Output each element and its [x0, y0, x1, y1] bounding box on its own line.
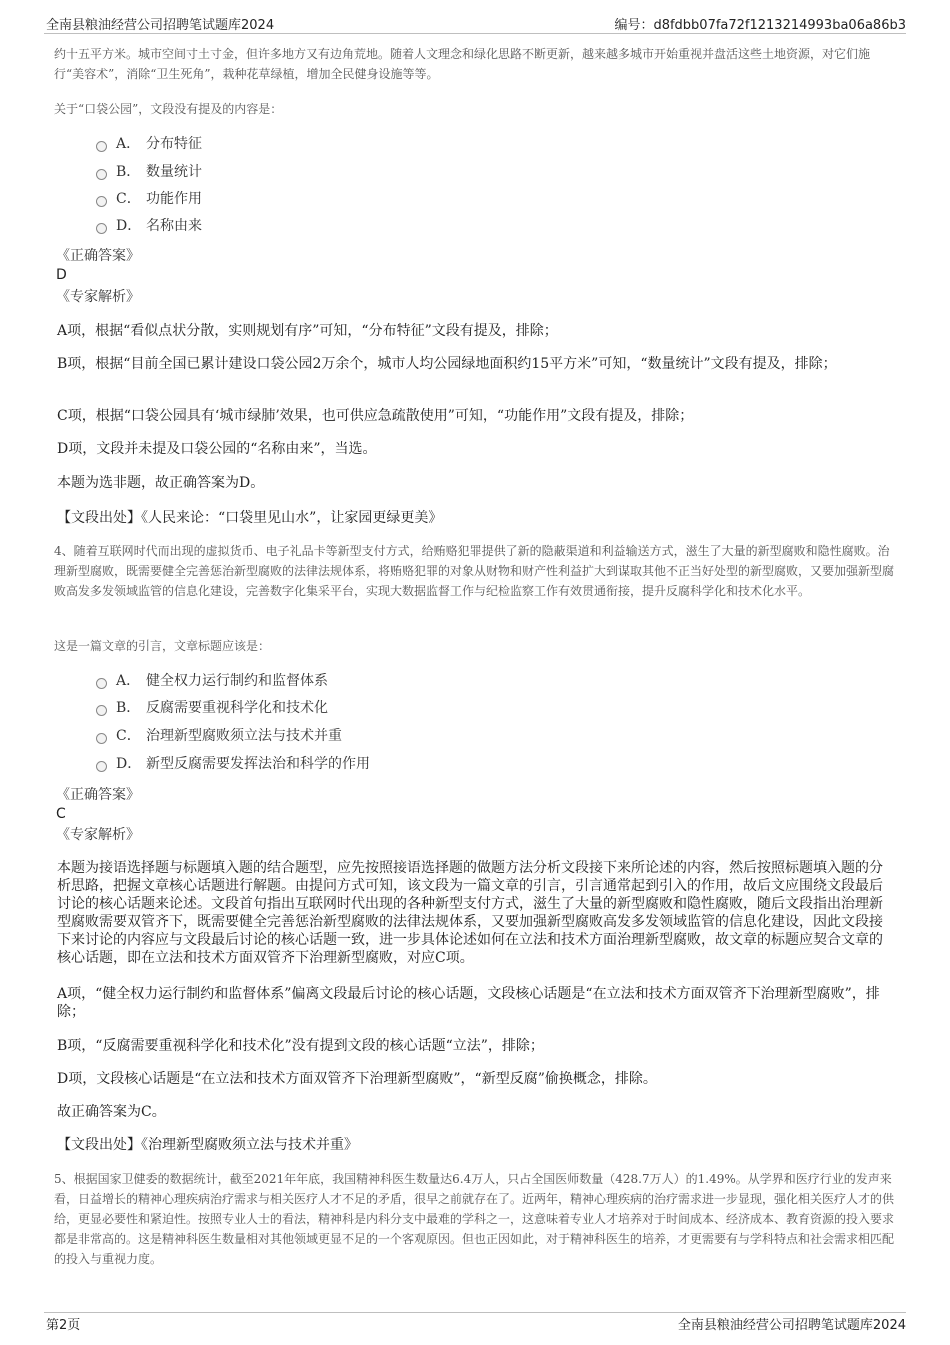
header-title: 全南县粮油经营公司招聘笔试题库2024 [46, 18, 275, 33]
option-text: 反腐需要重视科学化和技术化 [146, 700, 328, 716]
option-letter: B． [116, 700, 141, 716]
option-letter: A． [116, 136, 141, 152]
document-code: 编号：d8fdbb07fa72f1213214993ba06a86b3 [614, 18, 906, 33]
q3-explanation-c: C项，根据“口袋公园具有‘城市绿肺’效果，也可供应急疏散使用”可知，“功能作用”文段有提及，排除； [57, 408, 694, 424]
q3-answer: D [56, 267, 67, 283]
q3-option-b[interactable] [96, 161, 202, 183]
q4-answer: C [56, 806, 66, 822]
option-text: 数量统计 [146, 164, 202, 180]
option-letter: D． [116, 218, 142, 234]
q4-source: 【文段出处】《治理新型腐败须立法与技术并重》 [57, 1137, 358, 1153]
option-letter: D． [116, 756, 142, 772]
radio-icon[interactable] [96, 761, 107, 772]
radio-icon[interactable] [96, 223, 107, 234]
q4-answer-label: 《正确答案》 [56, 787, 140, 803]
footer-divider [44, 1312, 906, 1313]
radio-icon[interactable] [96, 678, 107, 689]
q4-explanation-main: 本题为接语选择题与标题填入题的结合题型，应先按照接语选择题的做题方法分析文段接下来所论述的内容，然后按照标题填入题的分析思路，把握文章核心话题进行解题。由提问方式可知，该文段为一篇文章的引言，引言通常起到引入的作用，故后文应围绕文段最后讨论的核心话题来论述。文段首句指出互联网时代出现的各种新型支付方式，滋生了大量的新型腐败和隐性腐败，随后文段指出治理新型腐败需要双管齐下，既需要健全完善惩治新型腐败的法律法规体系，又要加强新型腐败高发多发领域监管的信息化建设，因此文段接下来讨论的内容应与文段最后讨论的核心话题一致，进一步具体论述如何在立法和技术方面治理新型腐败，故文章的标题应契合文章的核心话题，即在立法和技术方面双管齐下治理新型腐败，对应C项。 [57, 860, 883, 966]
option-text: 名称由来 [146, 218, 202, 234]
option-text: 治理新型腐败须立法与技术并重 [146, 728, 342, 744]
q4-explanation-d: D项，文段核心话题是“在立法和技术方面双管齐下治理新型腐败”，“新型反腐”偷换概念，排除。 [57, 1071, 657, 1087]
q3-analysis-label: 《专家解析》 [56, 289, 140, 305]
q3-answer-label: 《正确答案》 [56, 248, 140, 264]
q4-conclusion: 故正确答案为C。 [57, 1104, 166, 1120]
q4-option-d[interactable] [96, 753, 370, 775]
q4-option-c[interactable] [96, 725, 342, 747]
q4-explanation-a: A项，“健全权力运行制约和监督体系”偏离文段最后讨论的核心话题，文段核心话题是“在立法和技术方面双管齐下治理新型腐败”，排除； [57, 986, 880, 1020]
q3-explanation-a: A项，根据“看似点状分散，实则规划有序”可知，“分布特征”文段有提及，排除； [57, 323, 558, 339]
question-4-passage: 4、随着互联网时代而出现的虚拟货币、电子礼品卡等新型支付方式，给贿赂犯罪提供了新的隐蔽渠道和利益输送方式，滋生了大量的新型腐败和隐性腐败。治理新型腐败，既需要健全完善惩治新型腐败的法律法规体系，将贿赂犯罪的对象从财物和财产性利益扩大到谋取其他不正当好处型的新型腐败，又要加强新型腐败高发多发领域监管的信息化建设，完善数字化集采平台，实现大数据监督工作与纪检监察工作有效贯通衔接，提升反腐科学化和技术化水平。 [54, 544, 895, 598]
footer-title: 全南县粮油经营公司招聘笔试题库2024 [677, 1318, 906, 1333]
intro-paragraph: 约十五平方米。城市空间寸土寸金，但许多地方又有边角荒地。随着人文理念和绿化思路不断更新，越来越多城市开始重视并盘活这些土地资源，对它们施行“美容术”，消除“卫生死角”，栽种花草绿植，增加全民健身设施等等。 [54, 47, 871, 81]
radio-icon[interactable] [96, 733, 107, 744]
q3-explanation-b: B项，根据“目前全国已累计建设口袋公园2万余个，城市人均公园绿地面积约15平方米”可知，“数量统计”文段有提及，排除； [57, 356, 837, 372]
option-letter: B． [116, 164, 141, 180]
page-number: 第2页 [46, 1318, 81, 1333]
q3-conclusion: 本题为选非题，故正确答案为D。 [57, 475, 265, 491]
q3-explanation-d: D项，文段并未提及口袋公园的“名称由来”，当选。 [57, 441, 377, 457]
radio-icon[interactable] [96, 705, 107, 716]
q4-explanation-b: B项，“反腐需要重视科学化和技术化”没有提到文段的核心话题“立法”，排除； [57, 1038, 544, 1054]
q3-option-d[interactable] [96, 215, 202, 237]
option-text: 新型反腐需要发挥法治和科学的作用 [146, 756, 370, 772]
option-letter: C． [116, 728, 141, 744]
q4-option-b[interactable] [96, 697, 328, 719]
header-divider [44, 33, 906, 34]
option-text: 功能作用 [146, 191, 202, 207]
q3-source: 【文段出处】《人民来论：“口袋里见山水”，让家园更绿更美》 [57, 510, 443, 526]
question-4-stem: 这是一篇文章的引言，文章标题应该是： [54, 639, 271, 653]
option-text: 健全权力运行制约和监督体系 [146, 673, 328, 689]
question-5-passage: 5、根据国家卫健委的数据统计，截至2021年年底，我国精神科医生数量达6.4万人，只占全国医师数量（428.7万人）的1.49%。从学界和医疗行业的发声来看，日益增长的精神心理疾病治疗需求与相关医疗人才不足的矛盾，很早之前就存在了。近两年，精神心理疾病的治疗需求进一步显现，强化相关医疗人才的供给，更显必要性和紧迫性。按照专业人士的看法，精神科是内科分支中最难的学科之一，这意味着专业人才培养对于时间成本、经济成本、教育资源的投入要求都是非常高的。这是精神科医生数量相对其他领域更显不足的一个客观原因。但也正因如此，对于精神科医生的培养，才更需要有与学科特点和社会需求相匹配的投入与重视力度。 [54, 1172, 895, 1266]
option-letter: A． [116, 673, 141, 689]
radio-icon[interactable] [96, 196, 107, 207]
radio-icon[interactable] [96, 141, 107, 152]
q4-analysis-label: 《专家解析》 [56, 827, 140, 843]
question-3-stem: 关于“口袋公园”，文段没有提及的内容是： [54, 102, 283, 116]
option-letter: C． [116, 191, 141, 207]
q4-option-a[interactable] [96, 670, 328, 692]
radio-icon[interactable] [96, 169, 107, 180]
q3-option-a[interactable] [96, 133, 202, 155]
option-text: 分布特征 [146, 136, 202, 152]
q3-option-c[interactable] [96, 188, 202, 210]
